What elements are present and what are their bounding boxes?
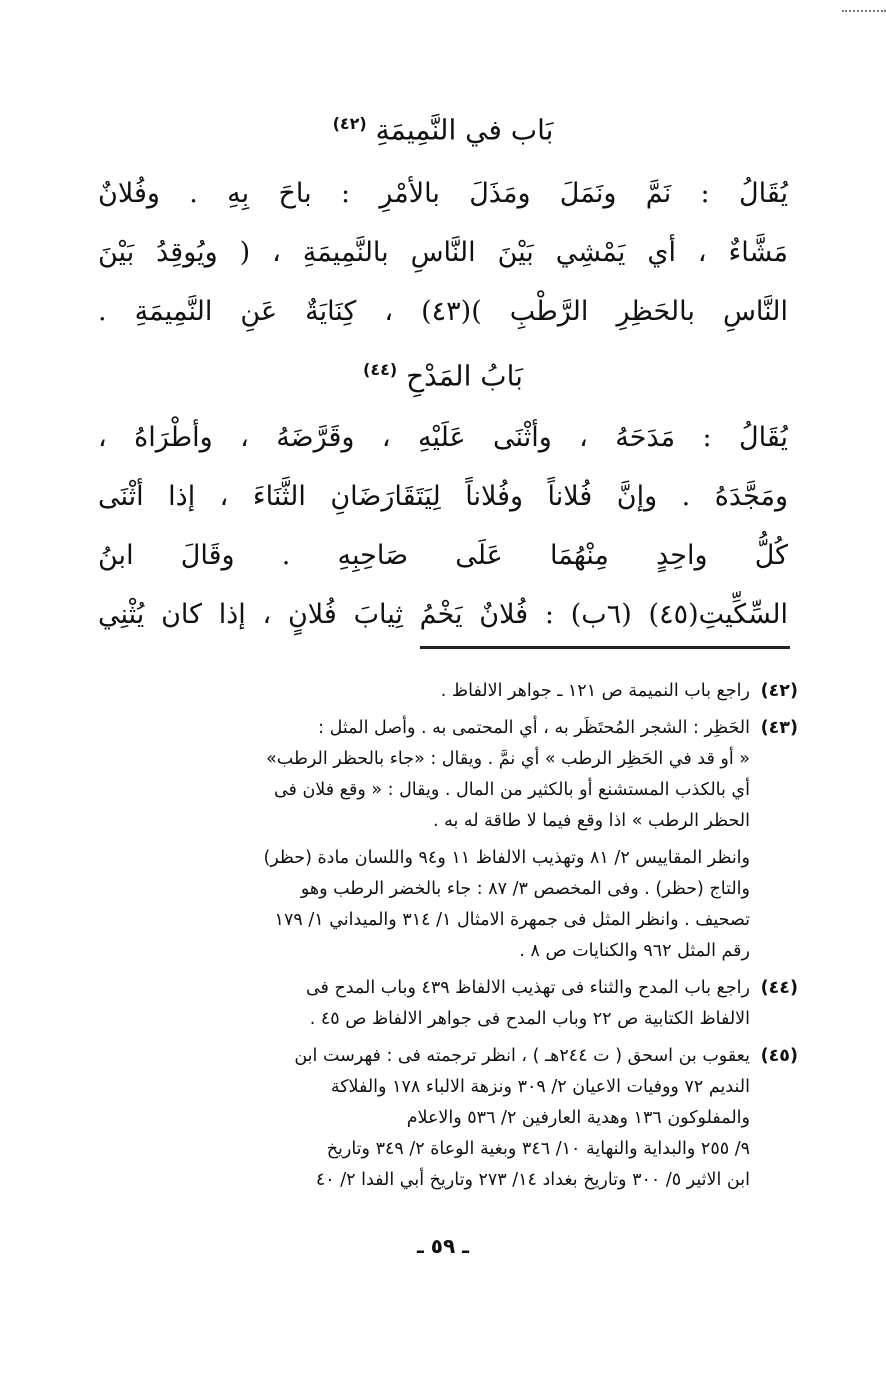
body-line: مَشَّاءٌ ، أي يَمْشِي بَيْنَ النَّاسِ بالنَّمِيمَةِ ، ( ويُوقِدُ بَيْنَ [98, 237, 788, 268]
section-namima-body [98, 164, 788, 341]
footnote-line: راجع باب المدح والثناء فى تهذيب الالفاظ ٤٣٩ وباب المدح فى [305, 978, 750, 998]
footnote-line: « أو قد في الحَظِر الرطب » أي نمَّ . ويقال : «جاء بالحظر الرطب» [266, 749, 750, 769]
body-line: يُقَالُ : نَمَّ ونَمَلَ ومَذَلَ بالأمْرِ : باحَ بِهِ . وفُلانٌ [98, 178, 788, 209]
footnote-line: الحظر الرطب » اذا وقع فيما لا طاقة له به . [432, 811, 750, 831]
heading-namima-note-ref: (٤٢) [332, 114, 367, 133]
footnotes [118, 676, 798, 1202]
footnote-number: (٤٢) [760, 681, 798, 701]
footnote-44 [118, 973, 798, 1035]
body-line: ومَجَّدَهُ . وإنَّ فُلاناً وفُلاناً لِيَتَقَارَضَانِ الثَّنَاءَ ، إذا أثْنَى [98, 481, 788, 512]
footnote-line: ابن الاثير ٥/ ٣٠٠ وتاريخ بغداد ١٤/ ٢٧٣ وتاريخ أبي الفدا ٢/ ٤٠ [315, 1170, 750, 1190]
body-line: يُقَالُ : مَدَحَهُ ، وأثْنَى عَلَيْهِ ، وقَرَّضَهُ ، وأطْرَاهُ ، [98, 422, 788, 453]
footnote-line: رقم المثل ٩٦٢ والكنايات ص ٨ . [519, 941, 750, 961]
footnote-45 [118, 1041, 798, 1196]
footnote-number: (٤٥) [760, 1046, 798, 1066]
section-madh-body [98, 408, 788, 644]
body-line: كُلُّ واحِدٍ مِنْهُمَا عَلَى صَاحِبِهِ . وقَالَ ابنُ [98, 540, 788, 571]
footnote-line: وانظر المقاييس ٢/ ٨١ وتهذيب الالفاظ ١١ و٩٤ واللسان مادة (حظر) [263, 848, 750, 868]
footnote-43 [118, 713, 798, 967]
footnote-line: راجع باب النميمة ص ١٢١ ـ جواهر الالفاظ . [440, 681, 750, 701]
heading-madh [0, 350, 886, 396]
footnote-line: النديم ٧٢ ووفيات الاعيان ٢/ ٣٠٩ ونزهة الالباء ١٧٨ والفلاكة [330, 1077, 750, 1097]
footnote-divider [420, 646, 790, 649]
heading-madh-title: بَابُ المَدْحِ [406, 359, 523, 393]
page-number: ـ ٥٩ ـ [416, 1234, 470, 1258]
corner-scan-mark [842, 0, 886, 12]
footnote-line: والمفلوكون ١٣٦ وهدية العارفين ٢/ ٥٣٦ والاعلام [406, 1108, 750, 1128]
footnote-line: أي بالكذب المستشنع أو بالكثير من المال . ويقال : « وقع فلان فى [273, 780, 750, 800]
footnote-line: يعقوب بن اسحق ( ت ٢٤٤هـ ) ، انظر ترجمته فى : فهرست ابن [294, 1046, 750, 1066]
footnote-number: (٤٣) [760, 718, 798, 738]
body-line: النَّاسِ بالحَظِرِ الرَّطْبِ )(٤٣) ، كِنَايَةٌ عَنِ النَّمِيمَةِ . [98, 296, 788, 327]
footnote-42 [118, 676, 798, 707]
footnote-line: ٩/ ٢٥٥ والبداية والنهاية ١٠/ ٣٤٦ وبغية الوعاة ٢/ ٣٤٩ وتاريخ [326, 1139, 750, 1159]
heading-madh-note-ref: (٤٤) [363, 360, 398, 379]
footnote-line: الالفاظ الكتابية ص ٢٢ وباب المدح فى جواهر الالفاظ ص ٤٥ . [309, 1009, 750, 1029]
footnote-line: الحَظِر : الشجر المُحتَظَر به ، أي المحتمى به . وأصل المثل : [318, 718, 750, 738]
footnote-number: (٤٤) [760, 978, 798, 998]
footnote-line: تصحيف . وانظر المثل فى جمهرة الامثال ١/ ٣١٤ والميداني ١/ ١٧٩ [274, 910, 750, 930]
body-line: السِّكِّيتِ(٤٥) (٦ب) : فُلانٌ يَخْمُ ثِيابَ فُلانٍ ، إذا كان يُثْنِي [98, 599, 788, 630]
heading-namima-title: بَاب في النَّمِيمَةِ [375, 113, 554, 147]
heading-namima [0, 104, 886, 150]
footnote-line: والتاج (حظر) . وفى المخصص ٣/ ٨٧ : جاء بالخضر الرطب وهو [300, 879, 750, 899]
